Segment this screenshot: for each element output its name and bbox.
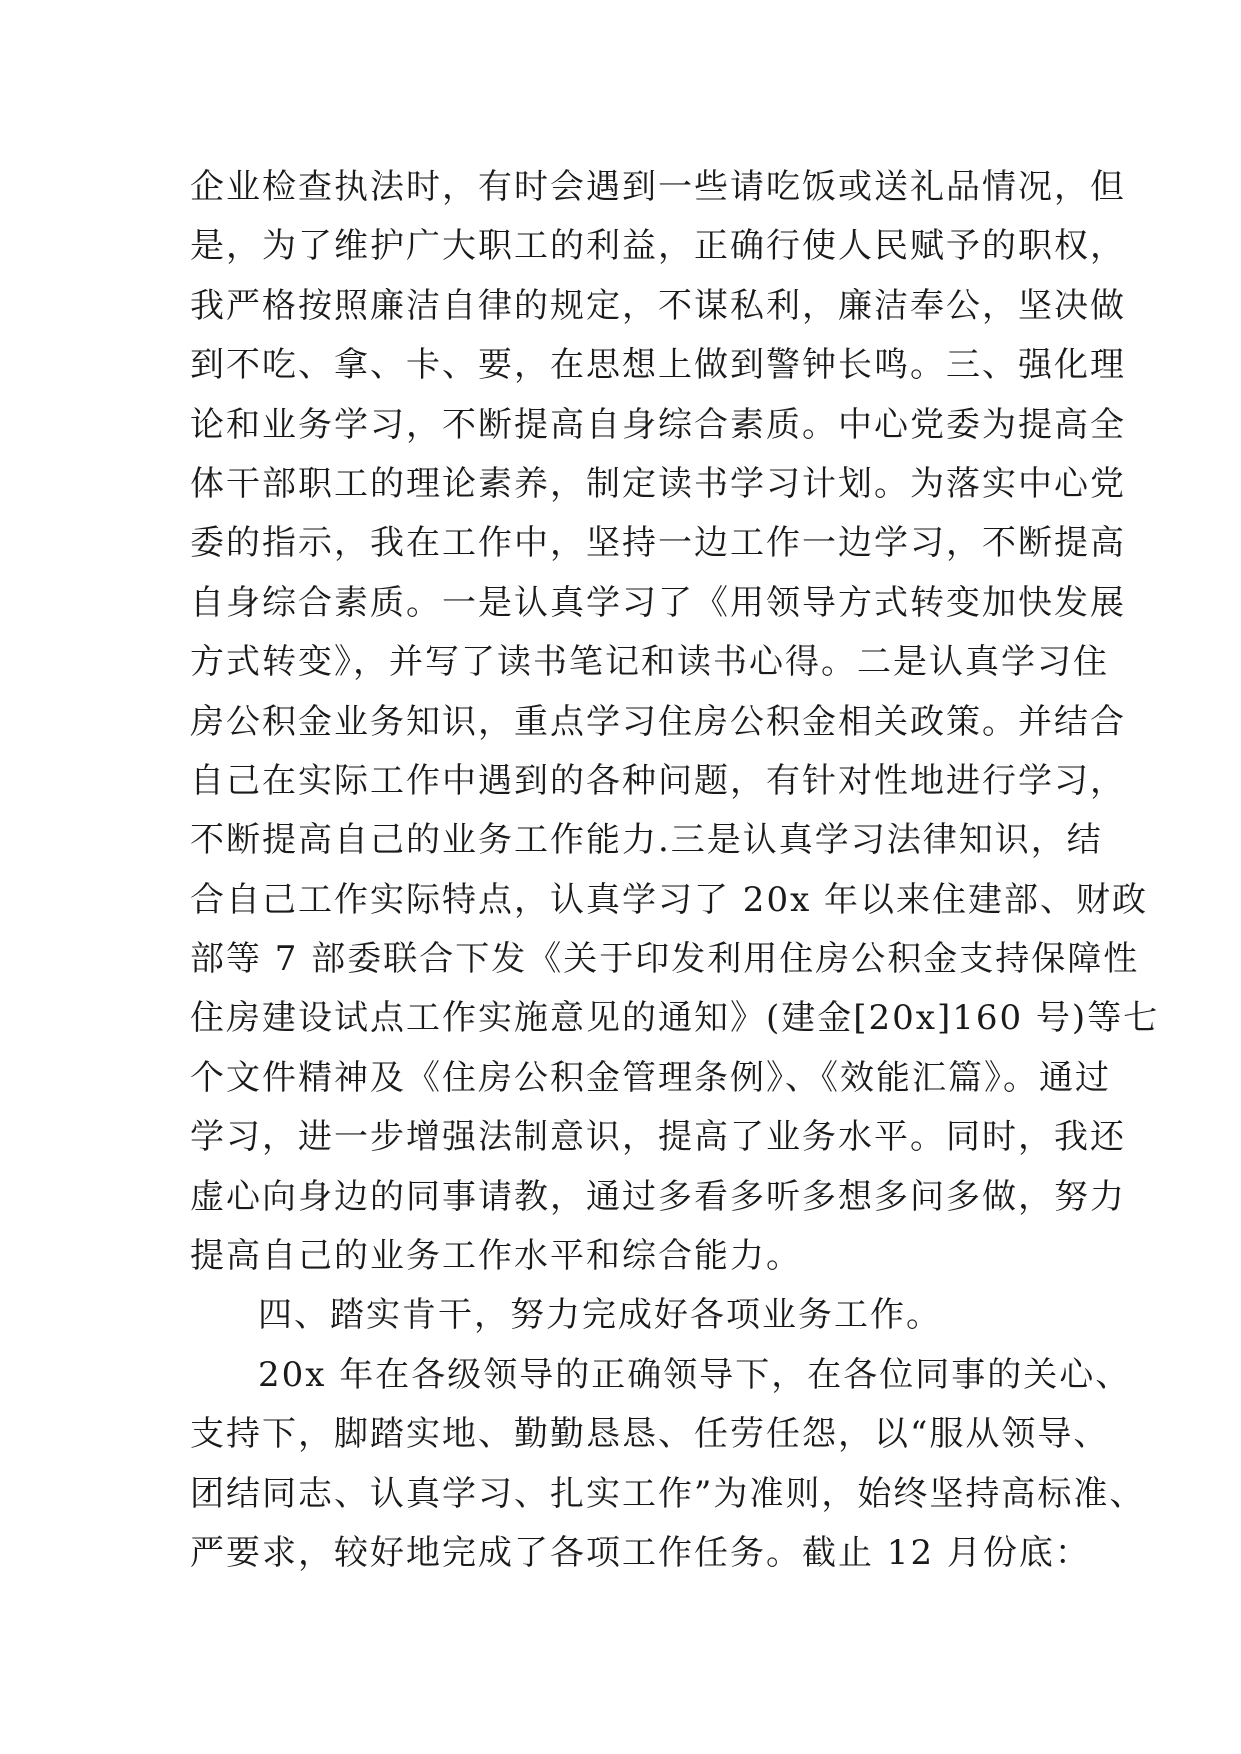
- paragraph-line: 支持下，脚踏实地、勤勤恳恳、任劳任怨，以“服从领导、: [190, 1414, 1110, 1455]
- text-line: 自己在实际工作中遇到的各种问题，有针对性地进行学习，: [190, 760, 1126, 801]
- text-line: 虚心向身边的同事请教，通过多看多听多想多问多做，努力: [190, 1176, 1126, 1217]
- text-line: 是，为了维护广大职工的利益，正确行使人民赋予的职权，: [190, 226, 1126, 267]
- text-line: 方式转变》，并写了读书笔记和读书心得。二是认真学习住: [190, 642, 1109, 683]
- text-line: 我严格按照廉洁自律的规定，不谋私利，廉洁奉公，坚决做: [190, 285, 1126, 326]
- text-line: 不断提高自己的业务工作能力.三是认真学习法律知识，结: [190, 820, 1103, 861]
- text-line: 学习，进一步增强法制意识，提高了业务水平。同时，我还: [190, 1117, 1126, 1158]
- text-line: 到不吃、拿、卡、要，在思想上做到警钟长鸣。三、强化理: [190, 345, 1126, 386]
- text-line: 房公积金业务知识，重点学习住房公积金相关政策。并结合: [190, 701, 1126, 742]
- text-line: 住房建设试点工作实施意见的通知》(建金[20x]160 号)等七: [190, 998, 1160, 1039]
- text-line: 个文件精神及《住房公积金管理条例》、《效能汇篇》。通过: [190, 1057, 1111, 1098]
- document-body: [190, 158, 1160, 1583]
- text-line: 合自己工作实际特点，认真学习了 20x 年以来住建部、财政: [190, 879, 1149, 920]
- section-heading: 四、踏实肯干，努力完成好各项业务工作。: [258, 1295, 942, 1336]
- text-line: 部等 7 部委联合下发《关于印发利用住房公积金支持保障性: [190, 939, 1140, 980]
- text-line: 自身综合素质。一是认真学习了《用领导方式转变加快发展: [190, 582, 1126, 623]
- paragraph-line: 严要求，较好地完成了各项工作任务。截止 12 月份底：: [190, 1532, 1091, 1573]
- paragraph-line: 20x 年在各级领导的正确领导下，在各位同事的关心、: [258, 1354, 1132, 1395]
- text-line: 提高自己的业务工作水平和综合能力。: [190, 1236, 802, 1277]
- text-line: 论和业务学习，不断提高自身综合素质。中心党委为提高全: [190, 404, 1126, 445]
- paragraph-line: 团结同志、认真学习、扎实工作”为准则，始终坚持高标准、: [190, 1473, 1146, 1514]
- text-line: 委的指示，我在工作中，坚持一边工作一边学习，不断提高: [190, 523, 1126, 564]
- text-line: 体干部职工的理论素养，制定读书学习计划。为落实中心党: [190, 463, 1126, 504]
- text-line: 企业检查执法时，有时会遇到一些请吃饭或送礼品情况，但: [190, 167, 1126, 207]
